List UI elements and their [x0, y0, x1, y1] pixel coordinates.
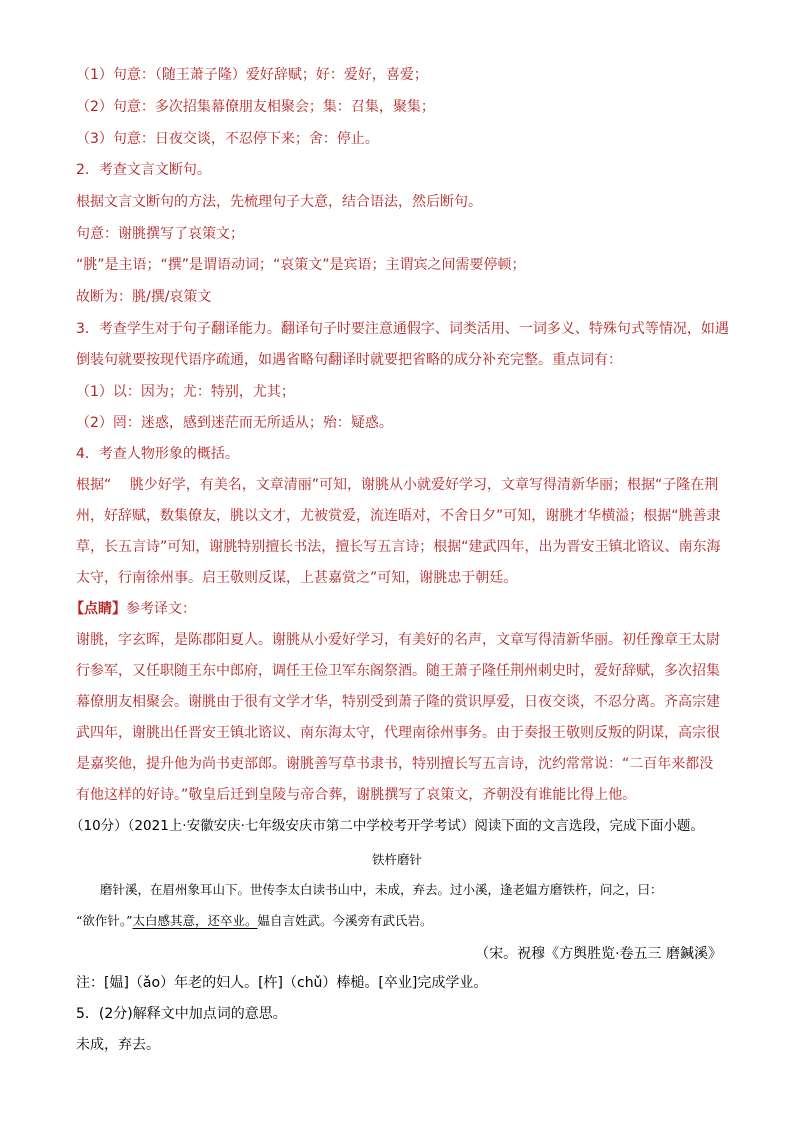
answer-line-3: （3）句意：日夜交谈，不忍停下来；舍：停止。	[76, 131, 379, 147]
answer-line-8: 故断为：朓/撰/哀策文	[76, 289, 212, 305]
translation-line-5: 是嘉奖他，提升他为尚书吏部郎。谢朓善写草书隶书，特别擅长写五言诗，沈约常常说：“二百年来都没	[76, 756, 714, 772]
translation-line-2: 行参军，又任职随王东中郎府，调任王俭卫军东阁祭酒。随王萧子隆任荆州刺史时，爱好辞赋，多次招集	[76, 663, 720, 679]
answer-line-9: 3．考查学生对于句子翻译能力。翻译句子时要注意通假字、词类活用、一词多义、特殊句式等情况，如遇	[76, 321, 729, 337]
question-5: 5．(2分)解释文中加点词的意思。	[76, 1006, 287, 1022]
answer-line-6: 句意：谢朓撰写了哀策文；	[76, 226, 244, 242]
dianjing-text: 参考译文：	[126, 601, 196, 617]
question-header: （10分）（2021上·安徽安庆·七年级安庆市第二中学校考开学考试）阅读下面的文言选段，完成下面小题。	[70, 818, 704, 834]
passage-rest: 媪自言姓武。今溪旁有武氏岩。	[257, 913, 433, 928]
translation-line-4: 武四年，谢朓出任晋安王镇北谘议、南东海太守，代理南徐州事务。由于奏报王敬则反叛的阴谋，高宗很	[76, 725, 720, 741]
passage-quote: “欲作针。”	[76, 913, 133, 928]
answer-line-1: （1）句意：（随王萧子隆）爱好辞赋；好：爱好，喜爱；	[76, 67, 428, 83]
answer-line-17: 太守，行南徐州事。启王敬则反谋，上甚嘉赏之”可知，谢朓忠于朝廷。	[76, 570, 518, 586]
passage-title: 铁杵磨针	[371, 852, 422, 867]
question-5-item: 未成，弃去。	[76, 1037, 160, 1053]
answer-line-16: 草，长五言诗”可知，谢朓特别擅长书法，擅长写五言诗；根据“建武四年，出为晋安王镇北谘议、南东海	[76, 539, 721, 555]
dianjing-tag: 【点睛】	[70, 601, 126, 617]
answer-line-13: 4．考查人物形象的概括。	[76, 446, 239, 462]
answer-line-4: 2．考查文言文断句。	[76, 162, 211, 178]
dianjing-line	[70, 600, 196, 618]
answer-line-7: “朓”是主语；“撰”是谓语动词；“哀策文”是宾语；主谓宾之间需要停顿；	[76, 257, 526, 273]
translation-line-3: 幕僚朋友相聚会。谢朓由于很有文学才华，特别受到萧子隆的赏识厚爱，日夜交谈，不忍分离。齐高宗建	[76, 694, 720, 710]
answer-line-11: （1）以：因为；尤：特别，尤其；	[76, 384, 295, 400]
answer-line-12: （2）罔：迷惑，感到迷茫而无所适从；殆：疑惑。	[76, 415, 393, 431]
answer-line-14: 根据“ 朓少好学，有美名，文章清丽”可知，谢朓从小就爱好学习，文章写得清新华丽；根据“子隆在荆	[76, 477, 719, 493]
answer-line-10: 倒装句就要按现代语序疏通，如遇省略句翻译时就要把省略的成分补充完整。重点词有：	[76, 352, 622, 368]
passage-source: （宋。祝穆《方舆胜览·卷五三 磨鍼溪》	[475, 946, 722, 962]
translation-line-1: 谢朓，字玄晖，是陈郡阳夏人。谢朓从小爱好学习，有美好的名声，文章写得清新华丽。初任豫章王太尉	[76, 632, 720, 648]
passage-underlined: 太白感其意，还卒业。	[132, 913, 258, 928]
answer-line-5: 根据文言文断句的方法，先梳理句子大意，结合语法，然后断句。	[76, 194, 482, 210]
passage-line-2	[76, 912, 433, 930]
answer-line-2: （2）句意：多次招集幕僚朋友相聚会；集：召集，聚集；	[76, 99, 435, 115]
passage-note: 注：[媪]（ǎo）年老的妇人。[杵]（chǔ）棒槌。[卒业]完成学业。	[76, 975, 488, 991]
answer-line-15: 州，好辞赋，数集僚友，朓以文才，尤被赏爱，流连晤对，不舍日夕”可知，谢朓才华横溢；根据“朓善隶	[76, 508, 721, 524]
translation-line-6: 有他这样的好诗。”敬皇后迁到皇陵与帝合葬，谢朓撰写了哀策文，齐朝没有谁能比得上他。	[76, 787, 637, 803]
passage-line-1: 磨针溪，在眉州象耳山下。世传李太白读书山中，未成，弃去。过小溪，逢老媪方磨铁杵，问之，曰：	[100, 882, 663, 897]
